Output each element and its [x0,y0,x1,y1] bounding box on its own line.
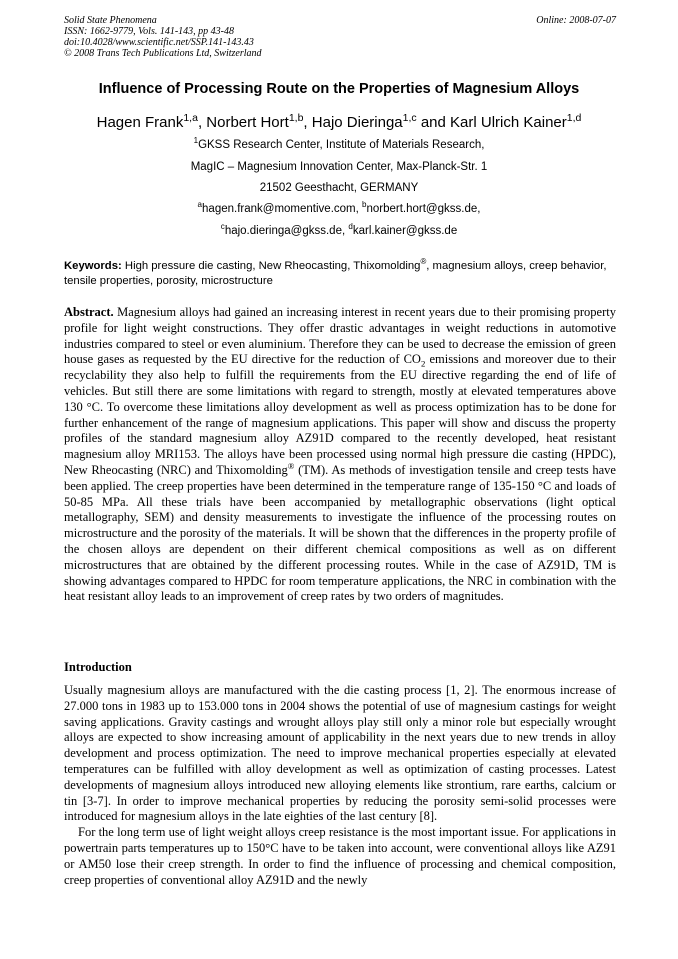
email-link[interactable]: hajo.dieringa@gkss.de, [224,225,349,237]
journal-doi: doi:10.4028/www.scientific.net/SSP.141-143.43 [64,37,254,48]
paragraph: For the long term use of light weight alloys creep resistance is the most important issue. For applications in powertrain parts temperatures up to 150°C have to be taken into account, were conventional alloys like AZ91 or AM50 lose their creep strength. In order to find the influence of processing and chemical composition, creep properties of conventional alloy AZ91D and the newly [64,825,616,887]
registered-mark: ® [420,257,427,267]
author-separator: , [197,114,207,131]
author-affiliation-mark: 1,c [402,112,417,124]
abstract-text: Magnesium alloys had gained an increasing interest in recent years due to their promising property profile for light weight constructions. They offer drastic advantages in weight reductions in automotive industries compared to steel or even aluminium. Therefore they can be used to decrease the emission of green house gases as requested by the EU directive for the reduction of CO [64,305,616,367]
keywords-text: , magnesium alloys, creep behavior, tensile properties, porosity, microstructure [64,260,607,287]
author-separator: , [303,114,312,131]
author-affiliation-mark: 1,a [183,112,198,124]
online-date: Online: 2008-07-07 [536,15,616,26]
email-link[interactable]: karl.kainer@gkss.de [352,225,458,237]
journal-issn: ISSN: 1662-9779, Vols. 141-143, pp 43-48 [64,26,234,37]
author-separator: and [416,114,451,131]
author-name: Hajo Dieringa [311,114,403,131]
section-heading-introduction: Introduction [64,660,132,674]
email-link[interactable]: norbert.hort@gkss.de, [366,203,481,215]
paper-title: Influence of Processing Route on the Properties of Magnesium Alloys [98,81,580,97]
paragraph: Usually magnesium alloys are manufactured with the die casting process [1, 2]. The enormous increase of 27.000 tons in 1983 up to 153.000 tons in 2004 shows the potential of use of magnesium castings for weight saving applications. Gravity castings and wrought alloys play still only a minor role but especially wrought alloys are expected to show increasing amount of applicability in the next years due to new trends in alloy development and process optimization. The need to improve mechanical properties especially at elevated temperatures can be fulfilled with alloy development as well as optimization of casting processes. Latest developments of magnesium alloys introduced new alloying elements like strontium, rare earths, calcium or tin [3-7]. In order to improve mechanical properties by reducing the porosity semi-solid processes were introduced for magnesium alloys in the late eighties of the last century [8]. [64,683,616,824]
affiliation-line-2: MagIC – Magnesium Innovation Center, Max-Planck-Str. 1 [190,161,488,173]
journal-copyright: © 2008 Trans Tech Publications Ltd, Switzerland [64,48,262,59]
email-line-1 [40,200,638,215]
author-affiliation-mark: 1,b [288,112,304,124]
abstract-label: Abstract. [64,305,114,319]
abstract [64,305,616,605]
journal-header [64,15,616,59]
keywords-label: Keywords: [64,260,122,272]
abstract-text: emissions and moreover due to their recyclability they also help to fulfill the requirements from the EU directive regarding the end of life of vehicles. But still there are some limitations with regard to strength, mostly at elevated temperatures above 130 °C. To overcome these limitations alloy development as well as process optimization has to be done for further enhancement of the range of magnesium applications. This paper will show and discuss the property profiles of the standard magnesium alloy AZ91D compared to the recently developed, heat resistant magnesium alloy MRI153. The alloys have been processed using normal high pressure die casting (HPDC), New Rheocasting (NRC) and Thixomolding [64,352,616,477]
author-list [40,114,638,131]
affiliation-text: GKSS Research Center, Institute of Materials Research, [198,139,485,151]
registered-mark: ® [287,460,295,471]
email-mark: a [197,200,203,210]
keywords-text: High pressure die casting, New Rheocasting, Thixomolding [121,260,421,272]
co2-subscript: 2 [420,358,426,369]
keywords-block [64,259,616,289]
email-mark: d [348,222,353,232]
author-name: Karl Ulrich Kainer [450,114,567,131]
email-mark: b [362,200,367,210]
author-affiliation-mark: 1,d [566,112,582,124]
journal-name: Solid State Phenomena [64,15,157,26]
introduction-body [64,683,616,888]
affiliation-mark: 1 [193,136,199,146]
abstract-text: (TM). As methods of investigation tensile and creep tests have been applied. The creep properties have been determined in the temperature range of 135-150 °C and loads of 50-85 MPa. All these trials have been accompanied by metallographic observations (light optical metallography, SEM) and density measurements to investigate the influence of the processing routes on microstructure and the porosity of the materials. It will be shown that the differences in the property profile of the chosen alloys are dependent on their different chemical compositions as well as on different microstructures that are obtained by the different processing routes. While in the case of AZ91D, TM is showing advantages compared to HPDC for room temperature applications, the NRC in combination with the heat resistant alloy leads to an improvement of creep rates by two orders of magnitudes. [64,462,616,604]
email-line-2 [40,222,638,237]
email-mark: c [220,222,225,232]
affiliation-line-3: 21502 Geesthacht, GERMANY [259,182,419,194]
email-link[interactable]: hagen.frank@momentive.com, [202,203,362,215]
author-name: Hagen Frank [96,114,184,131]
affiliation-line-1 [40,136,638,151]
author-name: Norbert Hort [206,114,289,131]
